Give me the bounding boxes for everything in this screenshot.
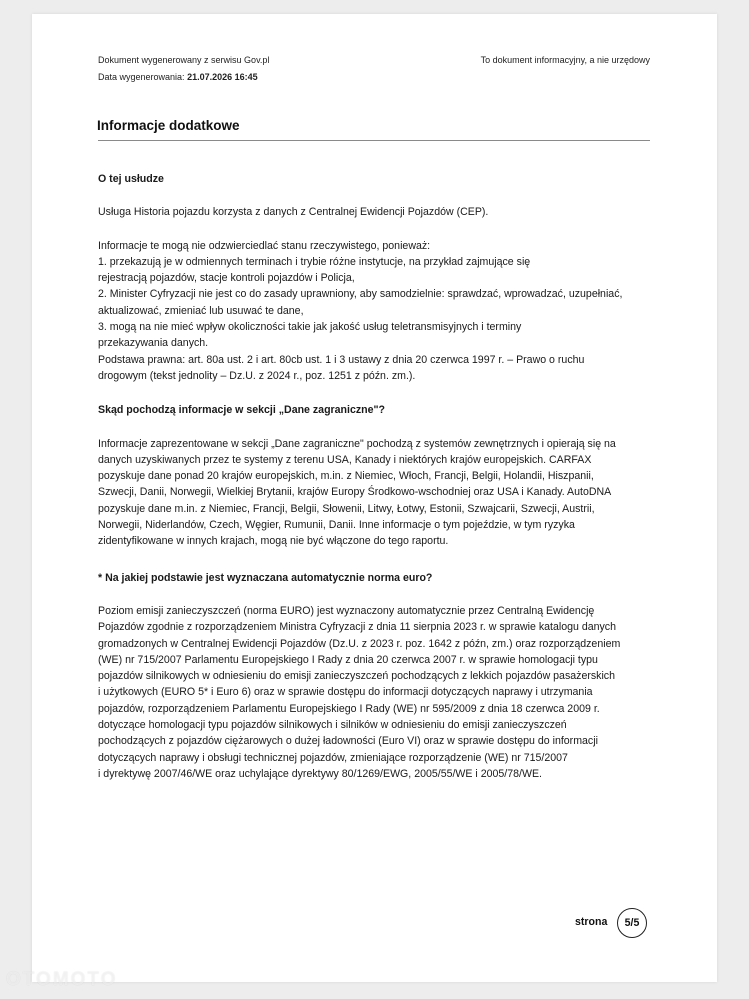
paragraph-line: danych uzyskiwanych przez te systemy z terenu USA, Kanady i niektórych krajów europejskich. CARFAX <box>98 453 592 466</box>
paragraph-line: i użytkowych (EURO 5* i Euro 6) oraz w sprawie dostępu do informacji dotyczących naprawy i utrzymania <box>98 686 593 699</box>
euro-norm-paragraph <box>98 603 658 782</box>
paragraph-line: Informacje zaprezentowane w sekcji „Dane zagraniczne" pochodzą z systemów zewnętrznych i opierają się na <box>98 437 616 450</box>
about-heading: O tej usłudze <box>98 173 164 185</box>
page-number: 5/5 <box>624 917 640 929</box>
paragraph-line: Norwegii, Niderlandów, Czech, Węgier, Rumunii, Danii. Inne informacje o tym pojeździe, w tym ryzyka <box>98 519 575 532</box>
section-divider <box>98 140 650 141</box>
about-paragraph <box>98 238 658 385</box>
paragraph-line: rejestracją pojazdów, stacje kontroli pojazdów i Policja, <box>98 272 355 285</box>
paragraph-line: dotyczących naprawy i obsługi technicznej pojazdów, zmieniające rozporządzenie (WE) nr 715/2007 <box>98 751 568 764</box>
paragraph-line: 3. mogą na nie mieć wpływ okoliczności takie jak jakość usług teletransmisyjnych i terminy <box>98 321 522 334</box>
document-header-left <box>98 52 269 86</box>
date-label: Data wygenerowania: <box>98 72 185 82</box>
paragraph-line: (WE) nr 715/2007 Parlamentu Europejskiego I Rady z dnia 20 czerwca 2007 r. w sprawie homologacji typu <box>98 653 598 666</box>
watermark-logo: OTOMOTO <box>6 969 118 990</box>
paragraph-line: 1. przekazują je w odmiennych terminach i trybie różne instytucje, na przykład zajmujące się <box>98 255 531 268</box>
paragraph-line: pochodzących z pojazdów ciężarowych o dużej ładowności (Euro VI) oraz w sprawie dostępu do informacji <box>98 735 598 748</box>
paragraph-line: Podstawa prawna: art. 80a ust. 2 i art. 80cb ust. 1 i 3 ustawy z dnia 20 czerwca 1997 r. – Prawo o ruchu <box>98 353 585 366</box>
paragraph-line: gromadzonych w Centralnej Ewidencji Pojazdów (Dz.U. z 2023 r. poz. 1642 z późn, zm.) oraz rozporządzeniem <box>98 637 621 650</box>
page-label: strona <box>575 916 608 928</box>
document-content <box>98 171 658 782</box>
foreign-data-heading: Skąd pochodzą informacje w sekcji „Dane zagraniczne"? <box>98 404 386 417</box>
paragraph-line: drogowym (tekst jednolity – Dz.U. z 2024 r., poz. 1251 z późn. zm.). <box>98 369 416 382</box>
source-text: Dokument wygenerowany z serwisu Gov.pl <box>98 55 270 65</box>
paragraph-line: Informacje te mogą nie odzwierciedlać stanu rzeczywistego, ponieważ: <box>98 239 431 252</box>
about-intro: Usługa Historia pojazdu korzysta z danych z Centralnej Ewidencji Pojazdów (CEP). <box>98 206 489 219</box>
paragraph-line: pozyskuje dane ponad 20 krajów europejskich, m.in. z Niemiec, Włoch, Francji, Belgii, Holandii, Hiszpanii, <box>98 470 594 483</box>
date-value: 21.07.2026 16:45 <box>187 72 258 82</box>
document-page <box>32 14 717 982</box>
foreign-data-paragraph <box>98 436 658 550</box>
generation-date <box>98 69 269 86</box>
paragraph-line: i dyrektywę 2007/46/WE oraz uchylające dyrektywy 80/1269/EWG, 2005/55/WE i 2005/78/WE. <box>98 767 542 780</box>
paragraph-line: Pojazdów zgodnie z rozporządzeniem Ministra Cyfryzacji z dnia 11 sierpnia 2023 r. w sprawie katalogu danych <box>98 621 616 634</box>
paragraph-line: zidentyfikowane w innych krajach, mogą nie być włączone do tego raportu. <box>98 535 449 548</box>
paragraph-line: 2. Minister Cyfryzacji nie jest co do zasady uprawniony, aby samodzielnie: sprawdzać, wprowadzać, uzupełniać, <box>98 288 623 301</box>
paragraph-line: pojazdów, rozporządzeniem Parlamentu Europejskiego I Rady (WE) nr 595/2009 z dnia 18 czerwca 2009 r. <box>98 702 600 715</box>
euro-norm-heading: * Na jakiej podstawie jest wyznaczana automatycznie norma euro? <box>98 571 433 584</box>
paragraph-line: Poziom emisji zanieczyszczeń (norma EURO) jest wyznaczony automatycznie przez Centralną Ewidencję <box>98 604 595 617</box>
paragraph-line: przekazywania danych. <box>98 337 209 350</box>
paragraph-line: Szwecji, Danii, Norwegii, Wielkiej Brytanii, krajów Europy Środkowo-wschodniej oraz USA i Kanady. AutoDNA <box>98 486 612 499</box>
document-notice: To dokument informacyjny, a nie urzędowy <box>480 55 650 65</box>
section-title: Informacje dodatkowe <box>97 118 240 133</box>
page-number-badge <box>617 908 647 938</box>
paragraph-line: pozyskuje dane m.in. z Niemiec, Francji, Belgii, Słowenii, Litwy, Łotwy, Estonii, Szwajcarii, Szwecji, Austrii, <box>98 502 595 515</box>
paragraph-line: pojazdów silnikowych w odniesieniu do emisji zanieczyszczeń pochodzących z lekkich pojazdów pasażerskich <box>98 670 615 683</box>
paragraph-line: dotyczące homologacji typu pojazdów silnikowych i silników w odniesieniu do emisji zanieczyszczeń <box>98 719 567 732</box>
paragraph-line: aktualizować, zmieniać lub usuwać te dane, <box>98 304 304 317</box>
